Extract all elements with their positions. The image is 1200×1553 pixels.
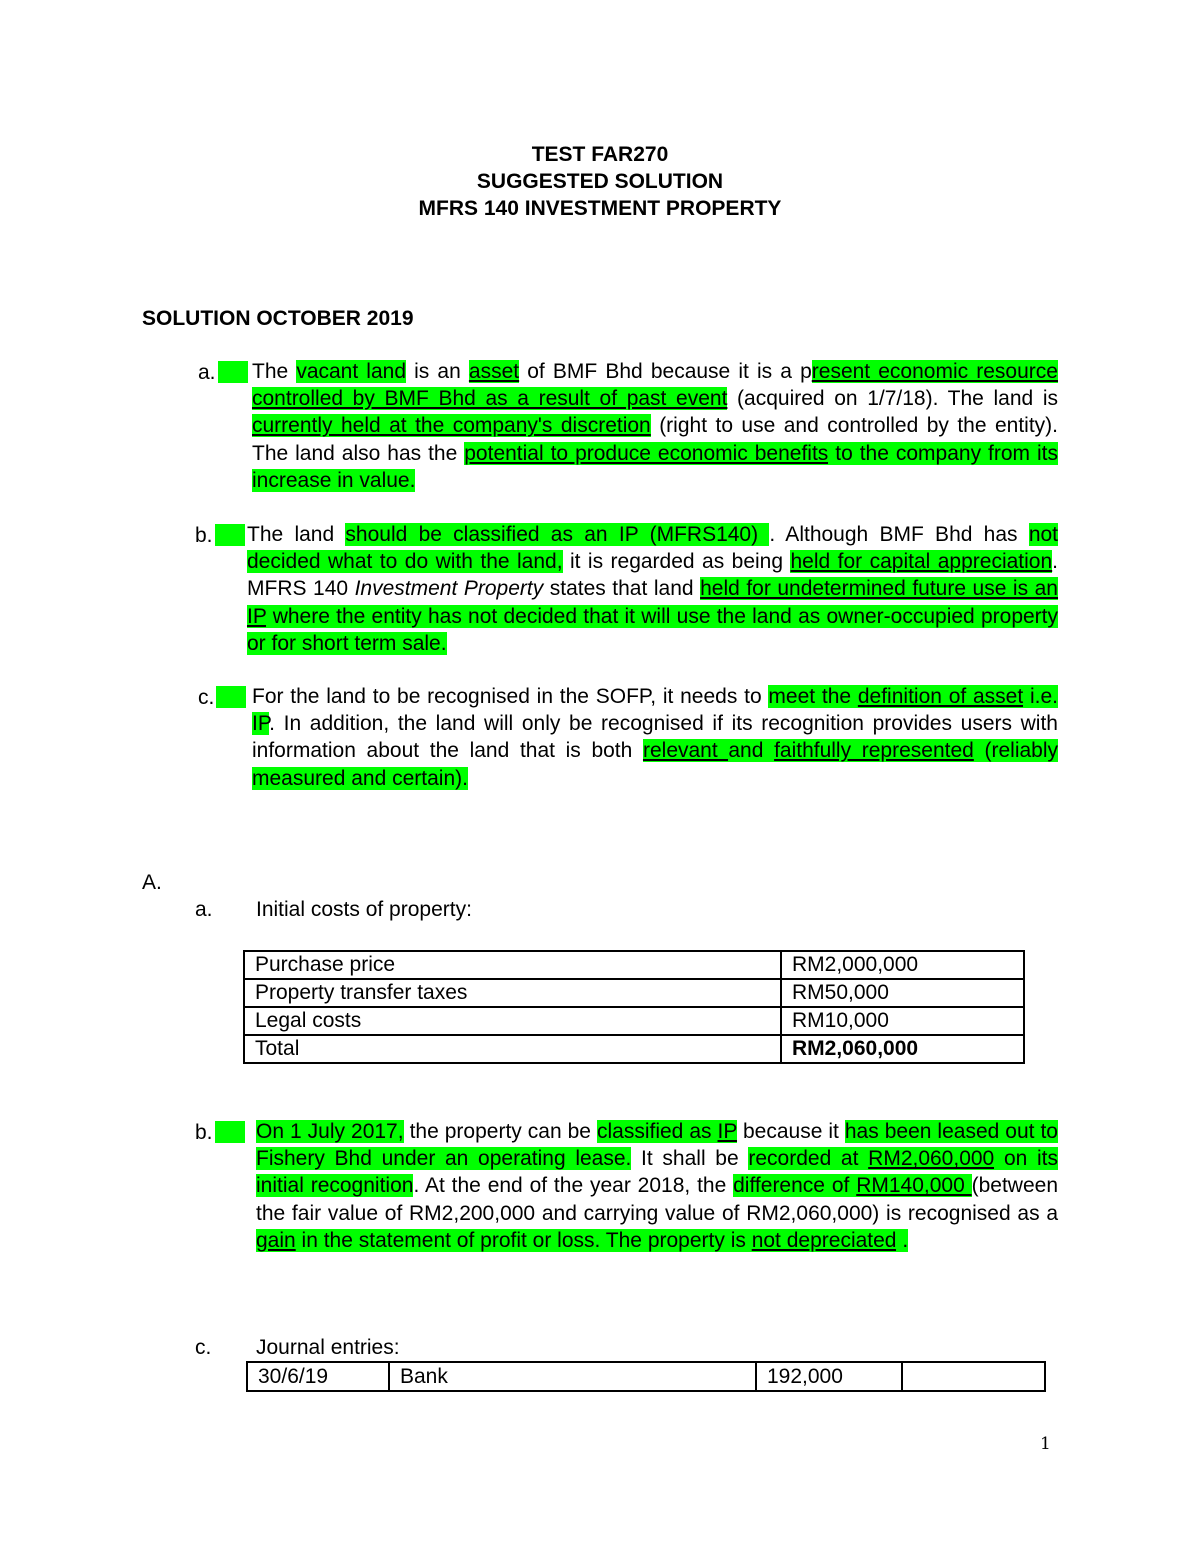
part-a-label: A. xyxy=(142,871,162,894)
cost-amount: RM50,000 xyxy=(781,979,1024,1007)
page-number: 1 xyxy=(1040,1434,1051,1454)
journal-date: 30/6/19 xyxy=(247,1362,389,1391)
part-a-item-marker-b: b. xyxy=(195,1121,245,1145)
table-row xyxy=(247,1362,1045,1391)
item-marker-a: a. xyxy=(198,361,248,385)
journal-account: Bank xyxy=(389,1362,756,1391)
part-a-item-marker-c: c. xyxy=(195,1336,212,1359)
initial-costs-label: Initial costs of property: xyxy=(256,898,472,921)
part-a-b-paragraph: On 1 July 2017, the property can be classified as IP because it has been leased out to Fishery Bhd under an operating lease. It shall be recorded at RM2,060,000 on its initial recognition. At the end of the year 2018, the difference of RM140,000 (between the fair value of RM2,200,000 and carrying value of RM2,060,000) is recognised as a gain in the statement of profit or loss. The property is not depreciated . xyxy=(256,1120,1058,1252)
table-row xyxy=(244,979,1024,1007)
section-heading: SOLUTION OCTOBER 2019 xyxy=(142,307,414,330)
item-marker-c: c. xyxy=(198,686,246,710)
cost-item: Property transfer taxes xyxy=(244,979,781,1007)
journal-debit: 192,000 xyxy=(756,1362,902,1391)
answer-b-paragraph: The land should be classified as an IP (MFRS140) . Although BMF Bhd has not decided what to do with the land, it is regarded as being held for capital appreciation. MFRS 140 Investment Property states that land held for undetermined future use is an IP where the entity has not decided that it will use the land as owner-occupied property or for short term sale. xyxy=(247,523,1059,655)
document-subtitle: SUGGESTED SOLUTION xyxy=(476,170,724,193)
answer-a-paragraph: The vacant land is an asset of BMF Bhd because it is a present economic resource controlled by BMF Bhd as a result of past event (acquired on 1/7/18). The land is currently held at the company's discretion (right to use and controlled by the entity). The land also has the potential to produce economic benefits to the company from its increase in value. xyxy=(252,360,1058,492)
journal-credit xyxy=(902,1362,1045,1391)
initial-costs-table xyxy=(243,950,1025,1064)
cost-amount: RM10,000 xyxy=(781,1007,1024,1035)
document-topic: MFRS 140 INVESTMENT PROPERTY xyxy=(418,197,782,220)
cost-item: Legal costs xyxy=(244,1007,781,1035)
answer-c-paragraph: For the land to be recognised in the SOFP, it needs to meet the definition of asset i.e. IP. In addition, the land will only be recognised if its recognition provides users with information about the land that is both relevant and faithfully represented (reliably measured and certain). xyxy=(252,685,1059,790)
item-marker-b: b. xyxy=(195,524,245,548)
journal-table xyxy=(246,1361,1046,1392)
table-row xyxy=(244,1007,1024,1035)
table-row-total xyxy=(244,1035,1024,1063)
journal-entries-label: Journal entries: xyxy=(256,1336,400,1359)
part-a-item-marker-a: a. xyxy=(195,898,213,921)
cost-item: Purchase price xyxy=(244,951,781,979)
cost-item: Total xyxy=(244,1035,781,1063)
table-row xyxy=(244,951,1024,979)
cost-amount: RM2,000,000 xyxy=(781,951,1024,979)
document-title: TEST FAR270 xyxy=(531,143,669,166)
cost-total-amount: RM2,060,000 xyxy=(781,1035,1024,1063)
